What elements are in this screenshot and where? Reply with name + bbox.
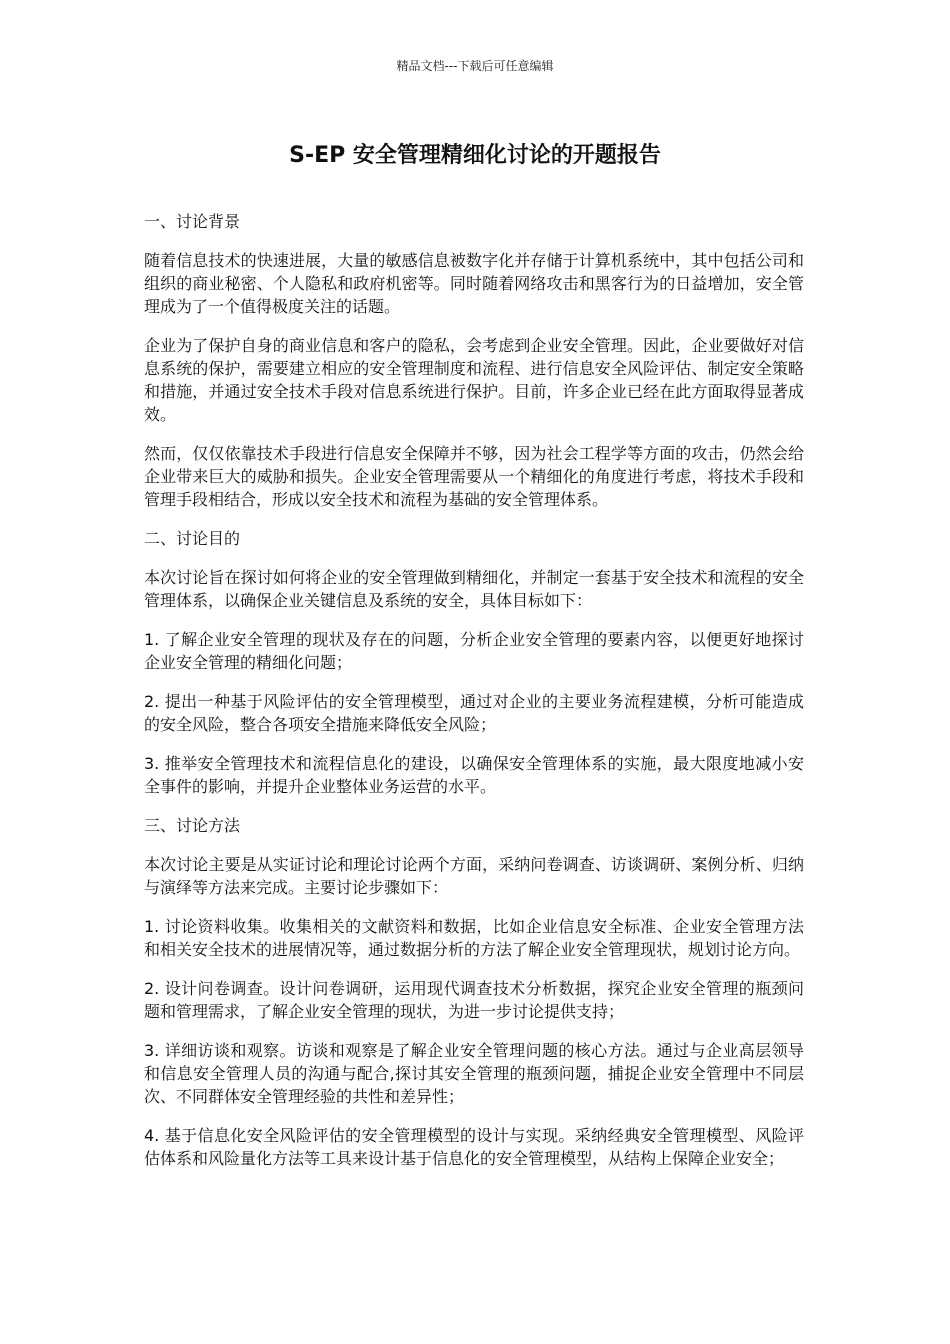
paragraph: 企业为了保护自身的商业信息和客户的隐私，会考虑到企业安全管理。因此，企业要做好对信息系统的保护，需要建立相应的安全管理制度和流程、进行信息安全风险评估、制定安全策略和措施，并通过安全技术手段对信息系统进行保护。目前，许多企业已经在此方面取得显著成效。	[144, 336, 804, 424]
paragraph: 然而，仅仅依靠技术手段进行信息安全保障并不够，因为社会工程学等方面的攻击，仍然会给企业带来巨大的威胁和损失。企业安全管理需要从一个精细化的角度进行考虑，将技术手段和管理手段相结合，形成以安全技术和流程为基础的安全管理体系。	[144, 444, 804, 509]
document-title: S-EP 安全管理精细化讨论的开题报告	[289, 143, 661, 168]
paragraph: 2. 提出一种基于风险评估的安全管理模型，通过对企业的主要业务流程建模，分析可能造成的安全风险，整合各项安全措施来降低安全风险；	[144, 692, 804, 734]
section-heading: 二、讨论目的	[144, 529, 241, 548]
paragraph: 2. 设计问卷调查。设计问卷调研，运用现代调查技术分析数据，探究企业安全管理的瓶颈问题和管理需求，了解企业安全管理的现状，为进一步讨论提供支持；	[144, 979, 804, 1021]
paragraph: 1. 讨论资料收集。收集相关的文献资料和数据，比如企业信息安全标准、企业安全管理方法和相关安全技术的进展情况等，通过数据分析的方法了解企业安全管理现状，规划讨论方向。	[144, 917, 804, 959]
paragraph: 本次讨论旨在探讨如何将企业的安全管理做到精细化，并制定一套基于安全技术和流程的安全管理体系，以确保企业关键信息及系统的安全，具体目标如下：	[144, 568, 804, 610]
paragraph: 1. 了解企业安全管理的现状及存在的问题，分析企业安全管理的要素内容，以便更好地探讨企业安全管理的精细化问题；	[144, 630, 804, 672]
paragraph: 本次讨论主要是从实证讨论和理论讨论两个方面，采纳问卷调查、访谈调研、案例分析、归纳与演绎等方法来完成。主要讨论步骤如下：	[144, 855, 804, 897]
paragraph: 3. 推举安全管理技术和流程信息化的建设，以确保安全管理体系的实施，最大限度地减小安全事件的影响，并提升企业整体业务运营的水平。	[144, 754, 804, 796]
paragraph: 3. 详细访谈和观察。访谈和观察是了解企业安全管理问题的核心方法。通过与企业高层领导和信息安全管理人员的沟通与配合,探讨其安全管理的瓶颈问题，捕捉企业安全管理中不同层次、不同群体安全管理经验的共性和差异性；	[144, 1041, 804, 1106]
paragraph: 4. 基于信息化安全风险评估的安全管理模型的设计与实现。采纳经典安全管理模型、风险评估体系和风险量化方法等工具来设计基于信息化的安全管理模型，从结构上保障企业安全；	[144, 1126, 804, 1168]
section-heading: 一、讨论背景	[144, 212, 241, 231]
page-header: 精品文档---下载后可任意编辑	[396, 59, 554, 73]
section-heading: 三、讨论方法	[144, 816, 241, 835]
document-body	[144, 210, 804, 1186]
paragraph: 随着信息技术的快速进展，大量的敏感信息被数字化并存储于计算机系统中，其中包括公司和组织的商业秘密、个人隐私和政府机密等。同时随着网络攻击和黑客行为的日益增加，安全管理成为了一个值得极度关注的话题。	[144, 251, 804, 316]
